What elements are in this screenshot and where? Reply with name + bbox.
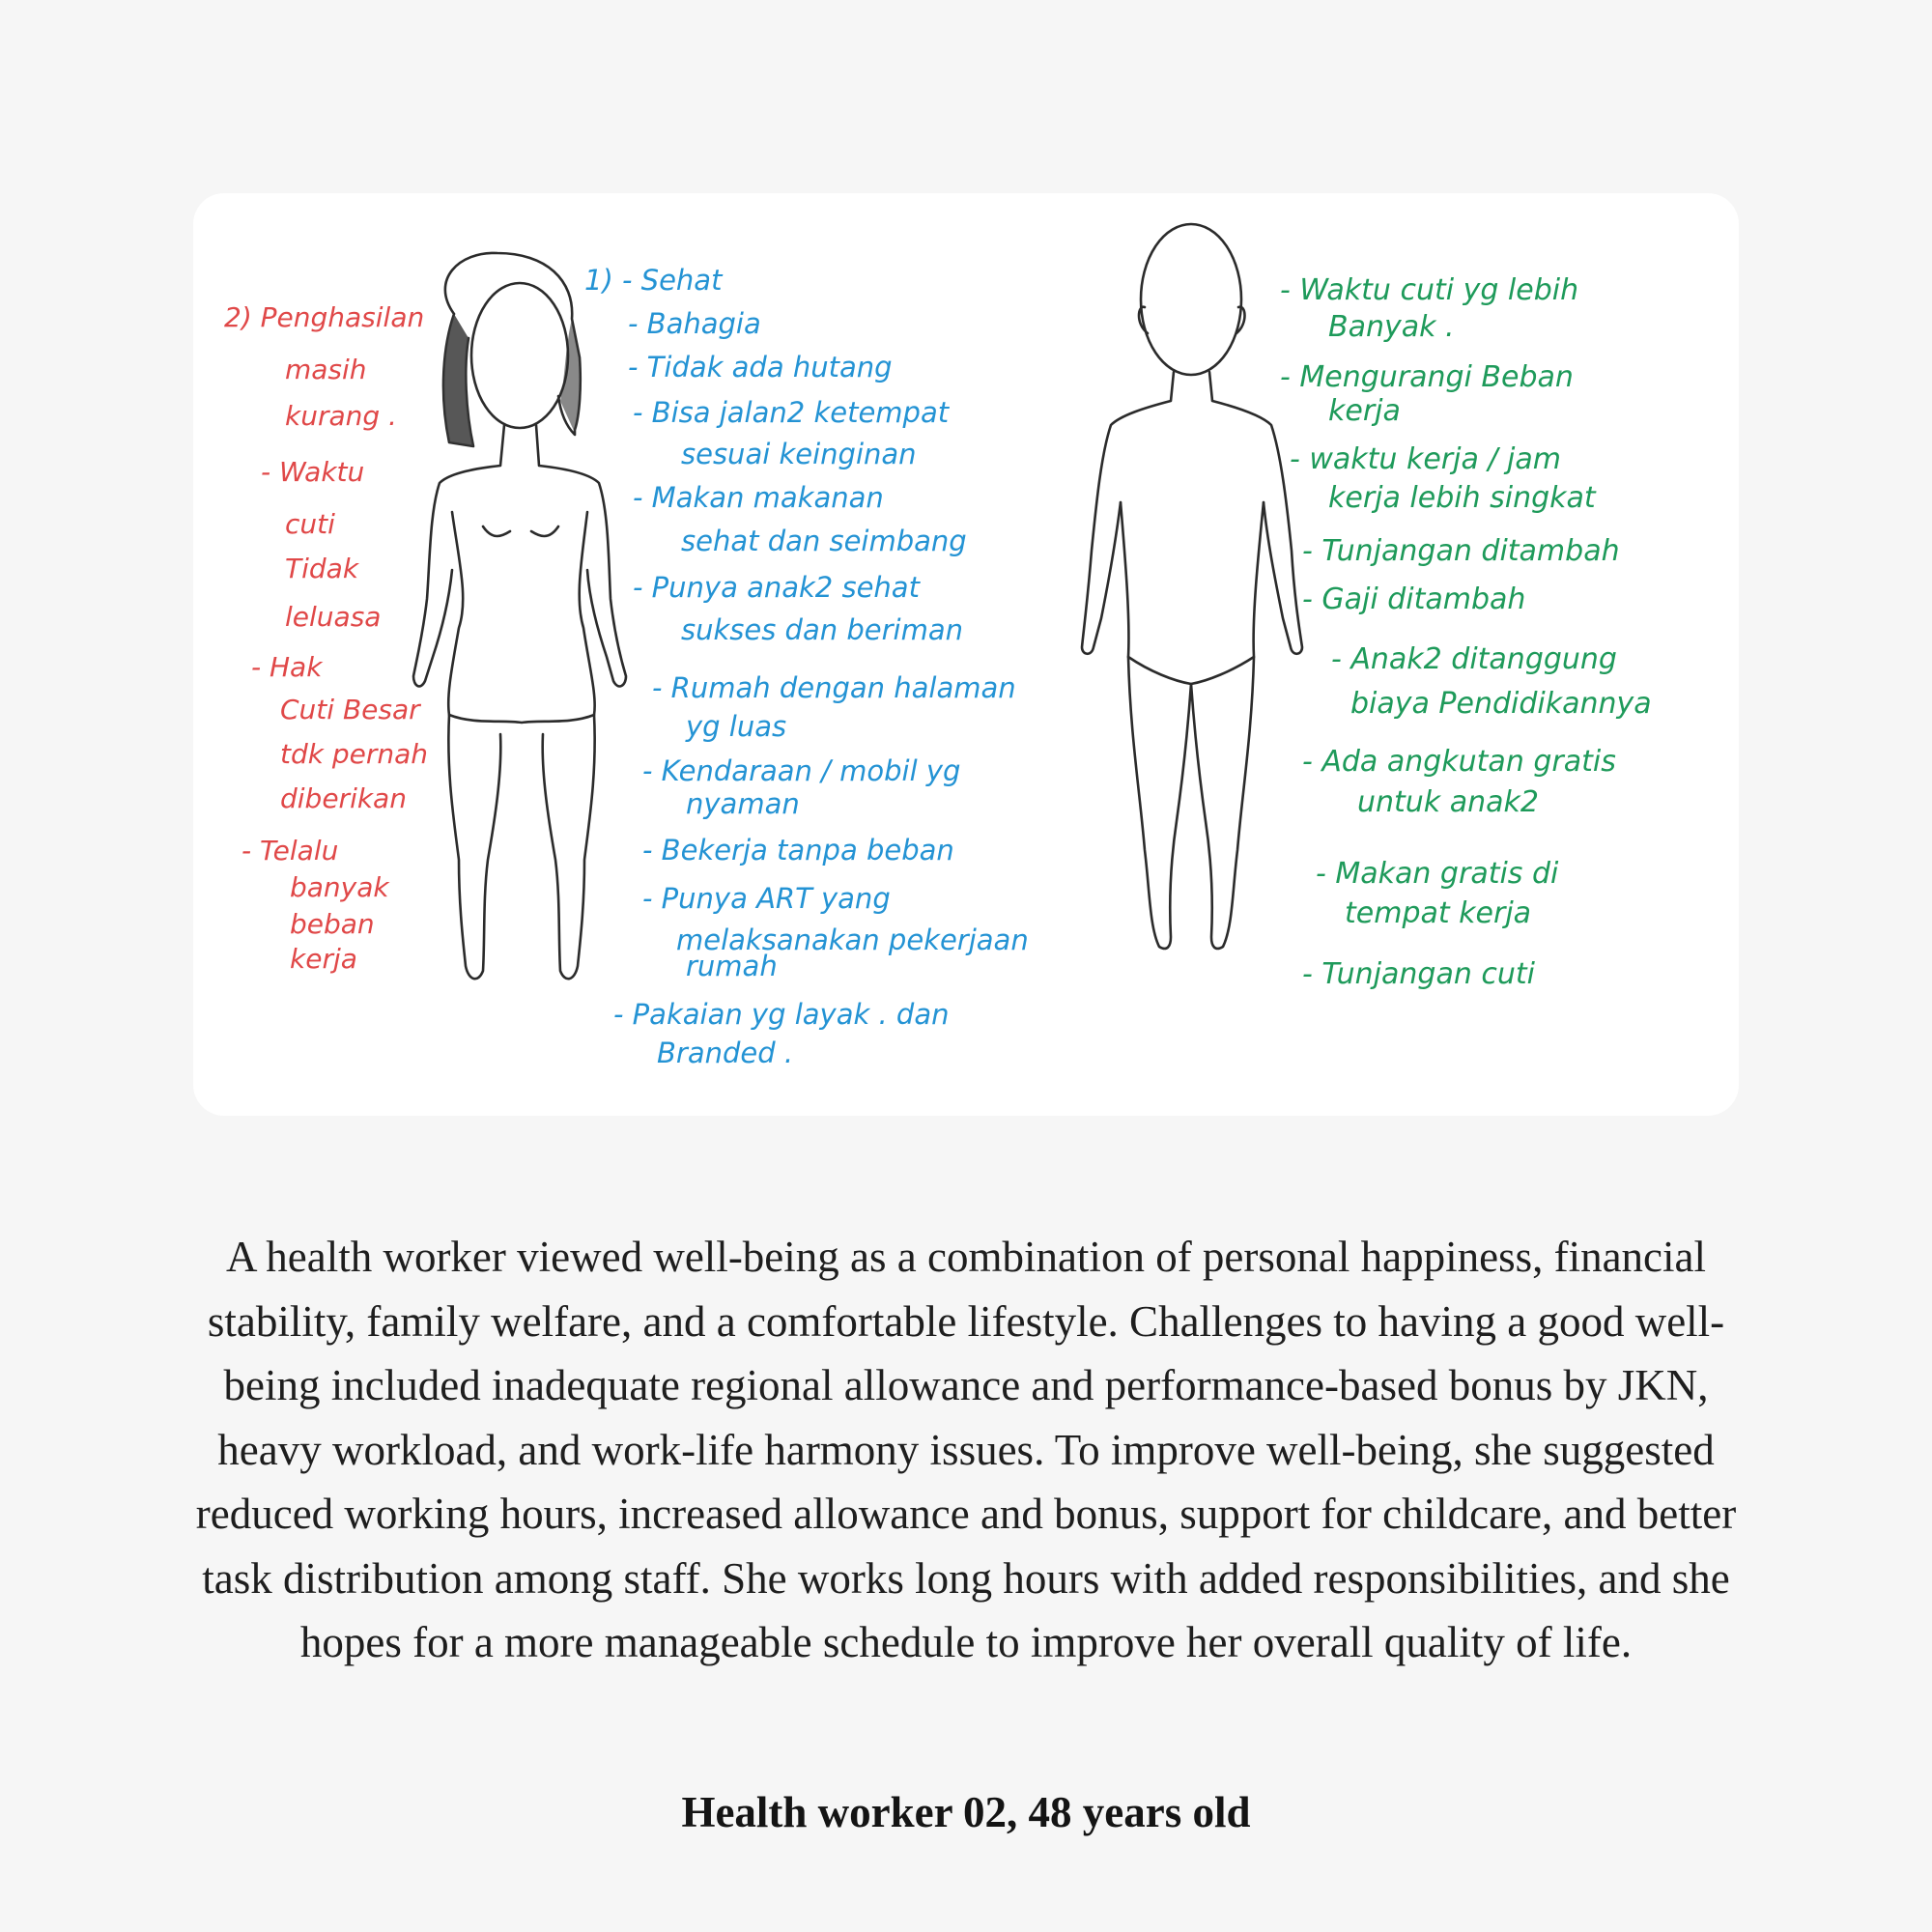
caption-text: A health worker viewed well-being as a combination of personal happiness, financial stability, family welfare, and a comfortable lifestyle. Challenges to having a good well-being included inadequate regional allowance and performance-based bonus by JKN, heavy workload, and work-life harmony issues. To improve well-being, she suggested reduced working hours, increased allowance and bonus, support for childcare, and better task distribution among staff. She works long hours with added responsibilities, and she hopes for a more manageable schedule to improve her overall quality of life. xyxy=(195,1233,1737,1666)
wellbeing-line: sukses dan beriman xyxy=(681,613,963,646)
challenge-line: kerja xyxy=(290,943,357,975)
suggestion-line: - Tunjangan ditambah xyxy=(1302,534,1620,568)
wellbeing-line: - Makan makanan xyxy=(633,481,884,514)
challenge-line: - Hak xyxy=(251,651,323,683)
suggestion-line: - waktu kerja / jam xyxy=(1290,442,1561,476)
wellbeing-line: sesuai keinginan xyxy=(681,438,917,470)
challenge-line: kurang . xyxy=(285,400,397,432)
wellbeing-line: - Rumah dengan halaman xyxy=(652,671,1016,704)
male-figure-drawing xyxy=(1082,224,1302,949)
female-figure-drawing xyxy=(413,253,626,979)
challenge-line: beban xyxy=(290,908,375,940)
challenge-line: diberikan xyxy=(280,782,407,814)
wellbeing-line: - Tidak ada hutang xyxy=(628,351,893,384)
suggestions-notes xyxy=(1280,273,1652,991)
suggestion-line: - Gaji ditambah xyxy=(1302,582,1526,616)
wellbeing-line: Branded . xyxy=(657,1037,794,1069)
challenge-line: - Waktu xyxy=(261,456,365,488)
wellbeing-line: rumah xyxy=(686,950,778,982)
wellbeing-line: - Bisa jalan2 ketempat xyxy=(633,396,950,429)
wellbeing-line: yg luas xyxy=(686,710,787,743)
challenge-line: 2) Penghasilan xyxy=(224,301,425,333)
suggestion-line: kerja xyxy=(1328,394,1401,428)
challenge-line: leluasa xyxy=(285,601,382,633)
challenges-notes xyxy=(224,301,428,975)
wellbeing-line: - Pakaian yg layak . dan xyxy=(613,998,950,1031)
suggestion-line: - Ada angkutan gratis xyxy=(1302,745,1616,779)
challenge-line: tdk pernah xyxy=(280,738,429,770)
suggestion-line: - Waktu cuti yg lebih xyxy=(1280,273,1579,307)
suggestion-line: - Tunjangan cuti xyxy=(1302,957,1536,991)
wellbeing-line: - Punya ART yang xyxy=(642,882,891,915)
suggestion-line: untuk anak2 xyxy=(1357,785,1539,819)
attribution-text: Health worker 02, 48 years old xyxy=(681,1788,1251,1836)
wellbeing-line: - Bekerja tanpa beban xyxy=(642,834,954,867)
suggestion-line: - Anak2 ditanggung xyxy=(1331,642,1617,676)
sketch-card xyxy=(193,193,1739,1116)
challenge-line: - Telalu xyxy=(242,835,339,867)
suggestion-line: kerja lebih singkat xyxy=(1328,481,1596,515)
challenge-line: Tidak xyxy=(285,553,359,584)
wellbeing-notes xyxy=(584,264,1029,1069)
wellbeing-line: sehat dan seimbang xyxy=(681,525,967,557)
body-map-sketch xyxy=(193,193,1739,1116)
wellbeing-line: nyaman xyxy=(686,787,800,820)
challenge-line: masih xyxy=(285,354,367,385)
suggestion-line: - Makan gratis di xyxy=(1316,857,1559,891)
suggestion-line: - Mengurangi Beban xyxy=(1280,360,1574,394)
suggestion-line: biaya Pendidikannya xyxy=(1350,687,1652,721)
wellbeing-line: 1) - Sehat xyxy=(584,264,723,297)
wellbeing-line: - Kendaraan / mobil yg xyxy=(642,754,961,787)
challenge-line: cuti xyxy=(285,508,335,540)
suggestion-line: Banyak . xyxy=(1328,310,1455,344)
challenge-line: banyak xyxy=(290,871,389,903)
wellbeing-line: melaksanakan pekerjaan xyxy=(676,923,1029,956)
wellbeing-line: - Bahagia xyxy=(628,307,761,340)
challenge-line: Cuti Besar xyxy=(280,694,420,725)
suggestion-line: tempat kerja xyxy=(1345,896,1532,930)
wellbeing-line: - Punya anak2 sehat xyxy=(633,571,920,604)
